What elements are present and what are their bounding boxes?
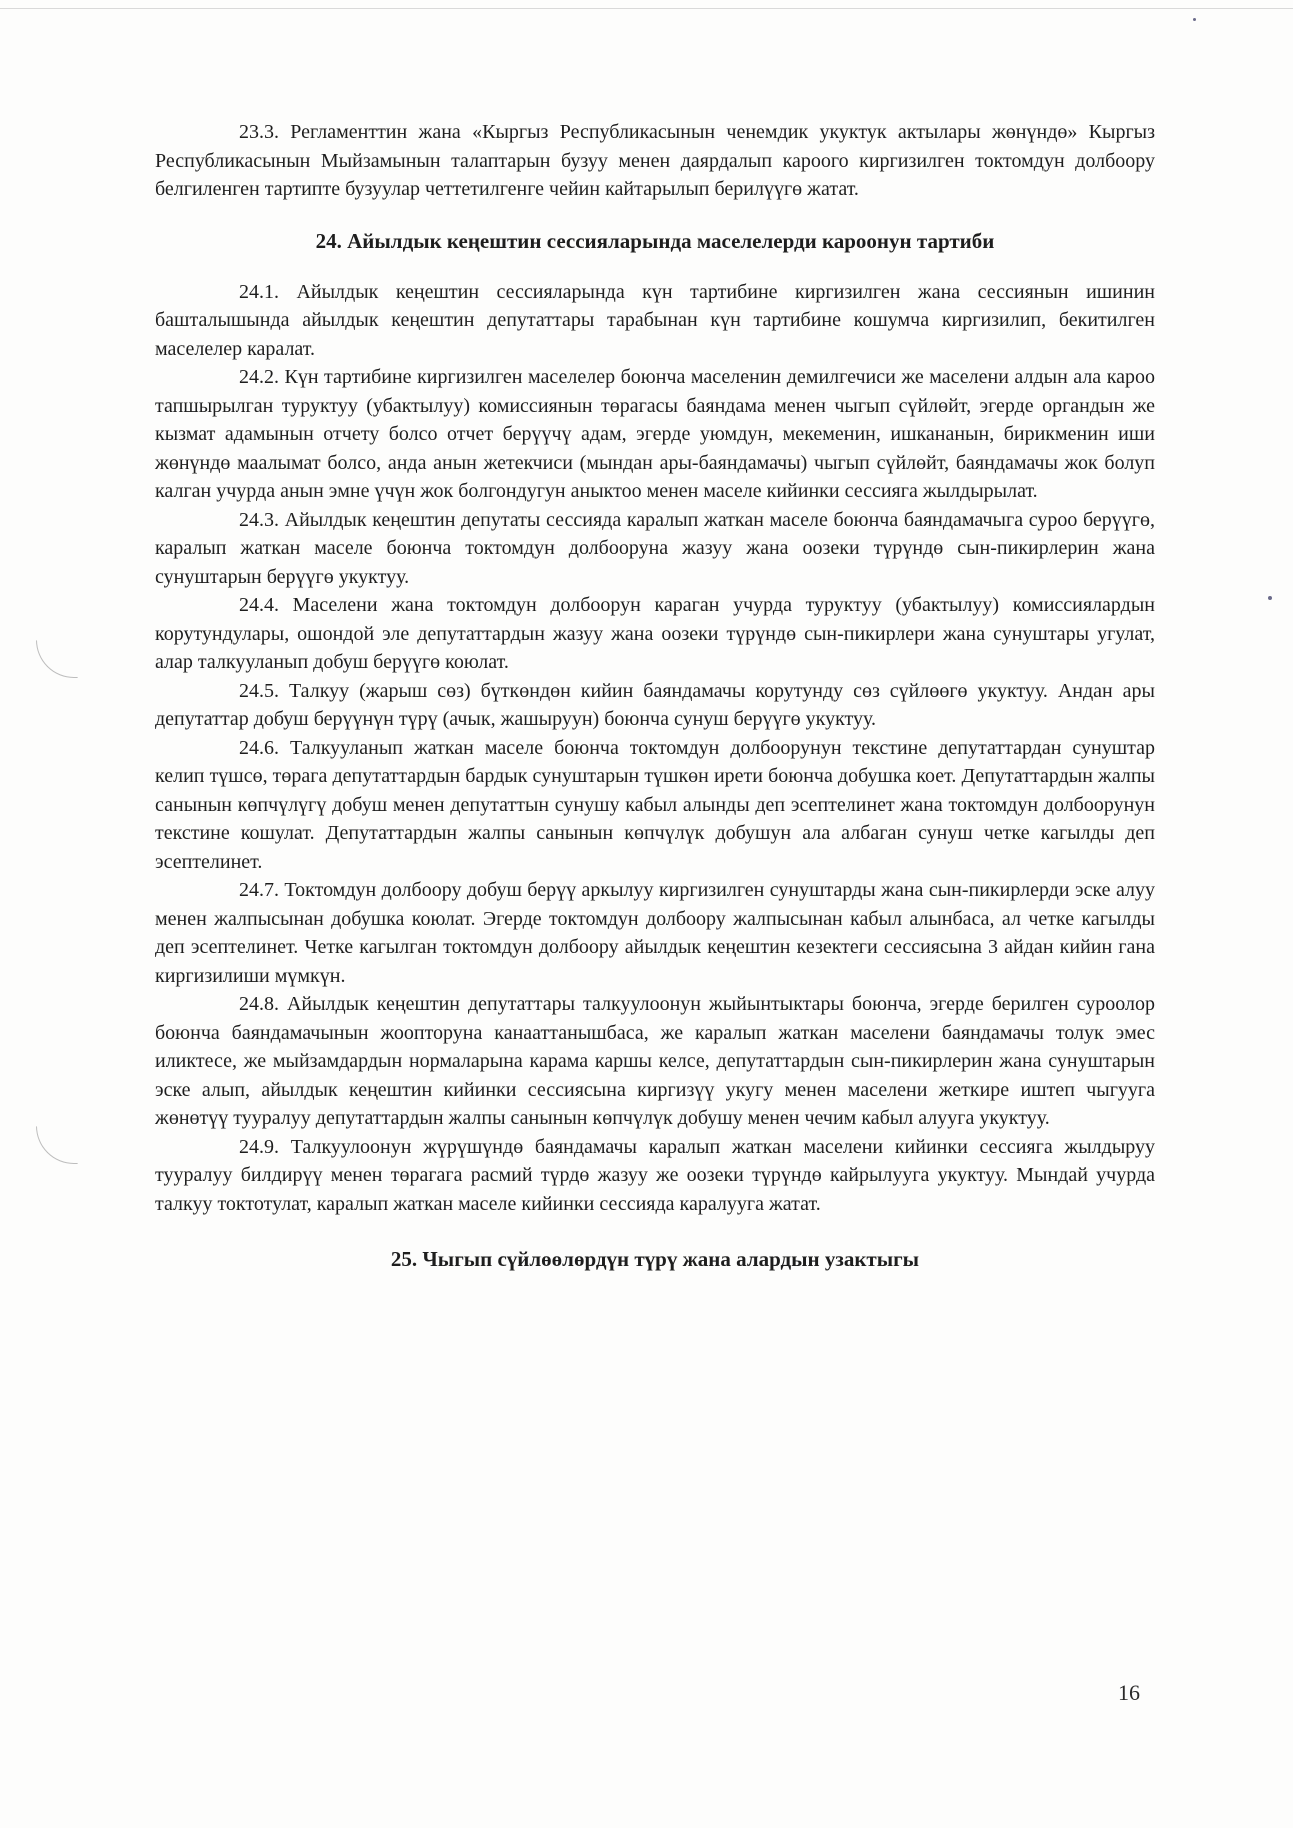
hole-punch-mark xyxy=(36,640,78,678)
page-top-edge xyxy=(0,8,1293,9)
hole-punch-mark xyxy=(36,1126,78,1164)
document-body xyxy=(155,118,1155,1274)
paragraph-24-7: 24.7. Токтомдун долбоору добуш берүү аркылуу киргизилген сунуштарды жана сын-пикирлерди эске алуу менен жалпысынан добушка коюлат. Эгерде токтомдун долбоору жалпысынан кабыл алынбаса, ал четке кагылды деп эсептелинет. Четке кагылган токтомдун долбоору айылдык кеңештин кезектеги сессиясына 3 айдан кийин гана киргизилиши мүмкүн. xyxy=(155,879,1155,987)
paragraph-24-4: 24.4. Маселени жана токтомдун долбоорун караган учурда туруктуу (убактылуу) комиссиялардын корутундулары, ошондой эле депутаттардын жазуу жана оозеки түрүндө сын-пикирлери жана сунуштары угулат, алар талкууланып добуш берүүгө коюлат. xyxy=(155,594,1155,673)
paragraph-23-3: 23.3. Регламенттин жана «Кыргыз Республикасынын ченемдик укуктук актылары жөнүндө» Кыргыз Республикасынын Мыйзамынын талаптарын бузуу менен даярдалып кароого киргизилген токтомдун долбоору белгиленген тартипте бузуулар четтетилгенге чейин кайтарылып берилүүгө жатат. xyxy=(155,121,1155,200)
paragraph-24-8: 24.8. Айылдык кеңештин депутаттары талкуулоонун жыйынтыктары боюнча, эгерде берилген суроолор боюнча баяндамачынын жоопторуна канааттанышбаса, же каралып жаткан маселени баяндамачы толук эмес иликтесе, же мыйзамдардын нормаларына карама каршы келсе, депутаттардын сын-пикирлерин жана сунуштарын эске алып, айылдык кеңештин кийинки сессиясына киргизүү укугу менен маселени жеткире иштеп чыгууга жөнөтүү тууралуу депутаттардын жалпы санынын көпчүлүк добушу менен чечим кабыл алууга укуктуу. xyxy=(155,993,1155,1129)
section-25-heading: 25. Чыгып сүйлөөлөрдүн түрү жана алардын узактыгы xyxy=(390,1247,920,1271)
page-number: 16 xyxy=(1118,1680,1140,1705)
paragraph-24-9: 24.9. Талкуулоонун жүрүшүндө баяндамачы каралып жаткан маселени кийинки сессияга жылдыруу тууралуу билдирүү менен төрагага расмий түрдө жазуу же оозеки түрүндө кайрылууга укуктуу. Мындай учурда талкуу токтотулат, каралып жаткан маселе кийинки сессияда каралууга жатат. xyxy=(155,1135,1155,1215)
section-24-heading: 24. Айылдык кеңештин сессияларында маселелерди кароонун тартиби xyxy=(315,228,995,253)
paragraph-24-6: 24.6. Талкууланып жаткан маселе боюнча токтомдун долбоорунун текстине депутаттардан сунуштар келип түшсө, төрага депутаттардын бардык сунуштарын түшкөн ирети боюнча добушка коет. Депутаттардын жалпы санынын көпчүлүгү добуш менен депутаттын сунушу кабыл алынды деп эсептелинет жана токтомдун долбоорунун текстине кошулат. Депутаттардын жалпы санынын көпчүлүк добушун ала албаган сунуш четке кагылды деп эсептелинет. xyxy=(155,736,1155,873)
scan-speck xyxy=(1268,596,1272,600)
paragraph-24-2: 24.2. Күн тартибине киргизилген маселелер боюнча маселенин демилгечиси же маселени алдын ала кароо тапшырылган туруктуу (убактылуу) комиссиянын төрагасы баяндама менен чыгып сүйлөйт, эгерде органдын же кызмат адамынын отчету болсо отчет берүүчү адам, эгерде уюмдун, мекеменин, ишкананын, бирикменин иши жөнүндө маалымат болсо, анда анын жетекчиси (мындан ары-баяндамачы) чыгып сүйлөйт, баяндамачы жок болуп калган учурда анын эмне үчүн жок болгондугун аныктоо менен маселе кийинки сессияга жылдырылат. xyxy=(155,366,1155,502)
paragraph-24-5: 24.5. Талкуу (жарыш сөз) бүткөндөн кийин баяндамачы корутунду сөз сүйлөөгө укуктуу. Андан ары депутаттар добуш берүүнүн түрү (ачык, жашыруун) боюнча сунуш берүүгө укуктуу. xyxy=(155,679,1155,730)
paragraph-24-3: 24.3. Айылдык кеңештин депутаты сессияда каралып жаткан маселе боюнча баяндамачыга суроо берүүгө, каралып жаткан маселе боюнча токтомдун долбооруна жазуу жана оозеки түрүндө сын-пикирлерин жана сунуштарын берүүгө укуктуу. xyxy=(155,508,1155,588)
scan-speck xyxy=(1193,18,1196,21)
paragraph-24-1: 24.1. Айылдык кеңештин сессияларында күн тартибине киргизилген жана сессиянын ишинин башталышында айылдык кеңештин депутаттары тарабынан күн тартибине кошумча киргизилип, бекитилген маселелер каралат. xyxy=(155,280,1155,360)
